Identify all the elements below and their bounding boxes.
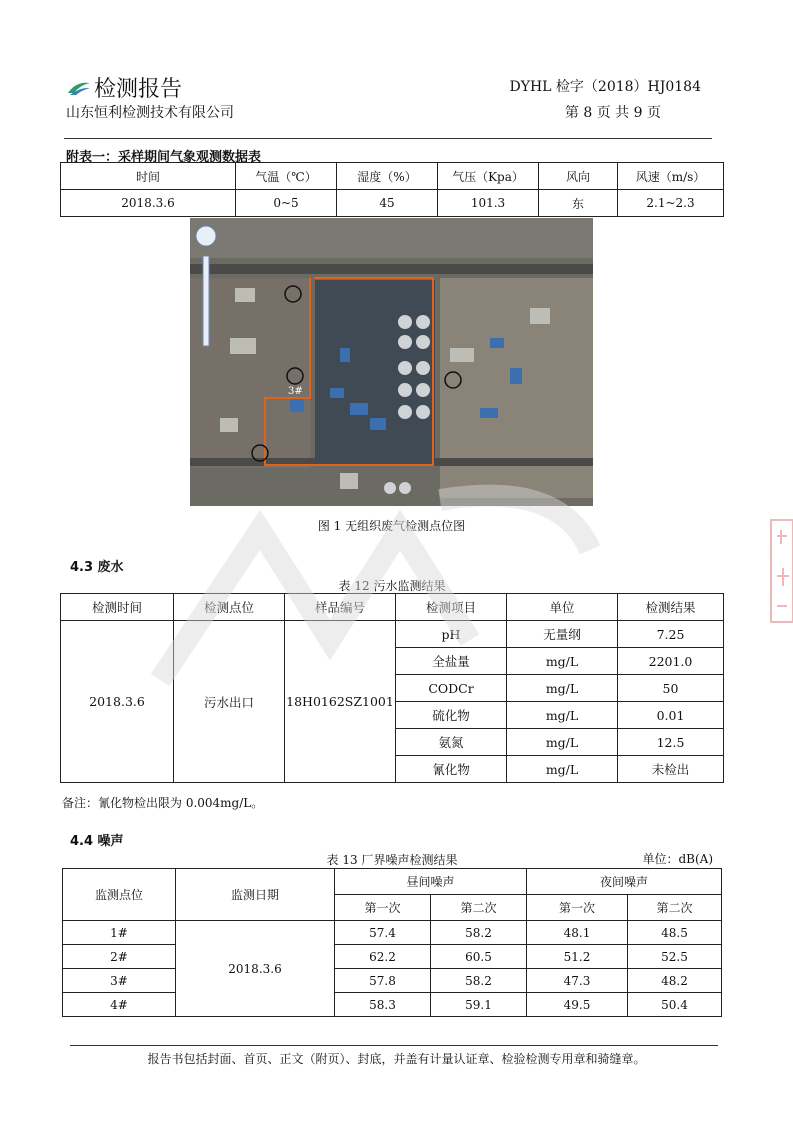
wastewater-result-cell: 7.25: [618, 621, 724, 648]
weather-header-cell: 风向: [539, 163, 618, 190]
wastewater-item-cell: 全盐量: [396, 648, 507, 675]
wastewater-header-cell: 样品编号: [285, 594, 396, 621]
weather-table-title: 附表一：采样期间气象观测数据表: [66, 150, 262, 165]
noise-value-cell: 58.2: [431, 969, 527, 993]
footer-text: 报告书包括封面、首页、正文（附页）、封底，并盖有计量认证章、检验检测专用章和骑缝章。: [147, 1052, 646, 1066]
company-name: 山东恒利检测技术有限公司: [66, 105, 234, 121]
weather-cell: 101.3: [438, 190, 539, 217]
figure-caption: 图 1 无组织废气检测点位图: [317, 519, 466, 533]
noise-header-second: 第二次: [431, 895, 527, 921]
noise-header-date: 监测日期: [176, 869, 335, 921]
wastewater-date-cell: 2018.3.6: [61, 621, 174, 783]
noise-unit-label: 单位：dB(A): [642, 852, 713, 866]
map-point-label: 3#: [288, 386, 303, 397]
wastewater-item-cell: 氰化物: [396, 756, 507, 783]
noise-table-title: 表 13 厂界噪声检测结果: [326, 853, 458, 867]
wastewater-result-cell: 12.5: [618, 729, 724, 756]
noise-value-cell: 48.5: [628, 921, 722, 945]
wastewater-header-cell: 检测点位: [174, 594, 285, 621]
wastewater-result-cell: 2201.0: [618, 648, 724, 675]
wastewater-unit-cell: mg/L: [507, 756, 618, 783]
wastewater-header-cell: 检测时间: [61, 594, 174, 621]
report-title: 检测报告: [66, 72, 182, 103]
weather-cell: 45: [337, 190, 438, 217]
wastewater-item-cell: pH: [396, 621, 507, 648]
noise-header-point: 监测点位: [63, 869, 176, 921]
wastewater-result-cell: 0.01: [618, 702, 724, 729]
noise-value-cell: 62.2: [335, 945, 431, 969]
wastewater-sample-cell: 18H0162SZ1001: [285, 621, 396, 783]
noise-value-cell: 52.5: [628, 945, 722, 969]
weather-header-cell: 湿度（%）: [337, 163, 438, 190]
wastewater-table: [60, 593, 724, 783]
weather-header-cell: 时间: [61, 163, 236, 190]
wastewater-unit-cell: mg/L: [507, 648, 618, 675]
wastewater-unit-cell: mg/L: [507, 702, 618, 729]
wastewater-item-cell: 硫化物: [396, 702, 507, 729]
noise-value-cell: 47.3: [527, 969, 628, 993]
noise-section-heading: 4.4 噪声: [70, 834, 124, 849]
noise-point-cell: 2#: [63, 945, 176, 969]
noise-header-first: 第一次: [335, 895, 431, 921]
weather-header-cell: 气压（Kpa）: [438, 163, 539, 190]
noise-point-cell: 1#: [63, 921, 176, 945]
noise-header-night: 夜间噪声: [527, 869, 722, 895]
weather-header-cell: 风速（m/s）: [618, 163, 724, 190]
weather-cell: 2018.3.6: [61, 190, 236, 217]
wastewater-result-cell: 50: [618, 675, 724, 702]
noise-table: [62, 868, 722, 1017]
noise-value-cell: 48.1: [527, 921, 628, 945]
wastewater-section-heading: 4.3 废水: [70, 560, 124, 575]
noise-value-cell: 58.2: [431, 921, 527, 945]
page-info: 第 8 页 共 9 页: [564, 105, 661, 121]
footer-divider: [70, 1045, 718, 1046]
satellite-map-image: [190, 218, 593, 506]
noise-value-cell: 60.5: [431, 945, 527, 969]
wastewater-unit-cell: mg/L: [507, 675, 618, 702]
noise-value-cell: 51.2: [527, 945, 628, 969]
wastewater-item-cell: 氨氮: [396, 729, 507, 756]
noise-header-second: 第二次: [628, 895, 722, 921]
noise-header-day: 昼间噪声: [335, 869, 527, 895]
wastewater-header-cell: 检测项目: [396, 594, 507, 621]
company-logo-icon: [66, 79, 92, 97]
noise-value-cell: 57.4: [335, 921, 431, 945]
noise-value-cell: 50.4: [628, 993, 722, 1017]
satellite-map-drawing: [190, 218, 593, 506]
report-code: DYHL 检字（2018）HJ0184: [509, 79, 701, 95]
wastewater-unit-cell: 无量纲: [507, 621, 618, 648]
noise-date-cell: 2018.3.6: [176, 921, 335, 1017]
noise-value-cell: 57.8: [335, 969, 431, 993]
weather-cell: 2.1~2.3: [618, 190, 724, 217]
seal-edge-stamp-icon: [767, 516, 793, 626]
weather-cell: 0~5: [236, 190, 337, 217]
noise-value-cell: 49.5: [527, 993, 628, 1017]
noise-value-cell: 59.1: [431, 993, 527, 1017]
wastewater-point-cell: 污水出口: [174, 621, 285, 783]
wastewater-table-title: 表 12 污水监测结果: [338, 579, 446, 593]
weather-table: [60, 162, 724, 217]
wastewater-note: 备注：氰化物检出限为 0.004mg/L。: [62, 796, 264, 810]
noise-point-cell: 4#: [63, 993, 176, 1017]
weather-header-cell: 气温（℃）: [236, 163, 337, 190]
wastewater-header-cell: 检测结果: [618, 594, 724, 621]
weather-cell: 东: [539, 190, 618, 217]
noise-point-cell: 3#: [63, 969, 176, 993]
wastewater-unit-cell: mg/L: [507, 729, 618, 756]
noise-header-first: 第一次: [527, 895, 628, 921]
header-divider: [64, 138, 712, 139]
wastewater-item-cell: CODCr: [396, 675, 507, 702]
noise-value-cell: 48.2: [628, 969, 722, 993]
noise-value-cell: 58.3: [335, 993, 431, 1017]
wastewater-result-cell: 未检出: [618, 756, 724, 783]
wastewater-header-cell: 单位: [507, 594, 618, 621]
